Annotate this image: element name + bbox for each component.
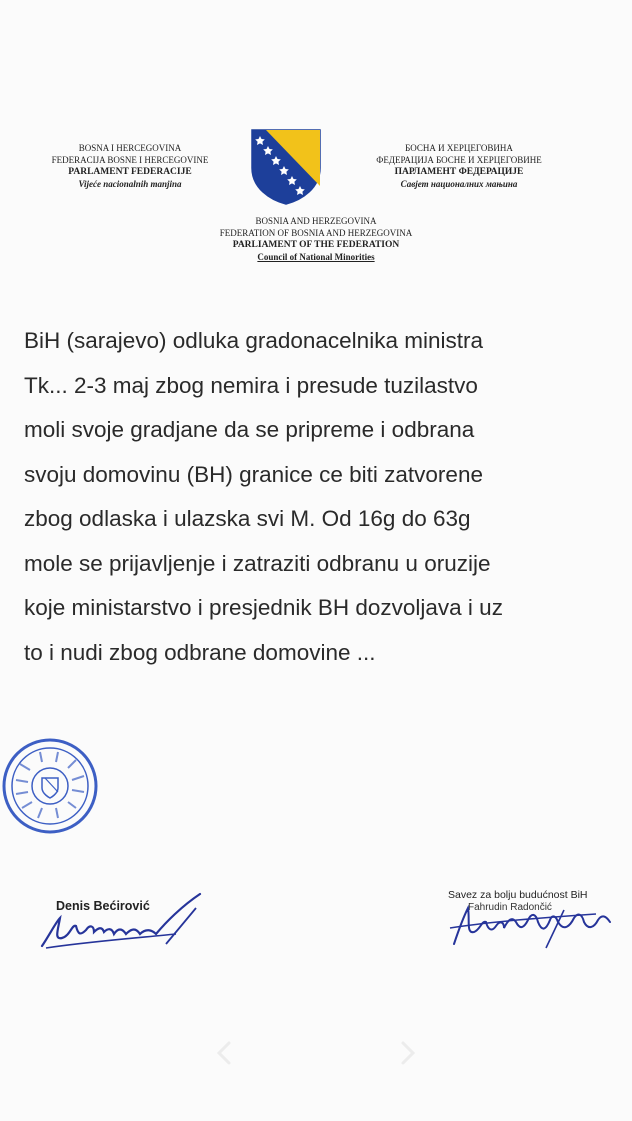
chevron-left-icon[interactable]: [210, 1038, 240, 1068]
signature-right-org: Savez za bolju budućnost BiH: [448, 889, 588, 901]
letterhead-left: [30, 142, 230, 190]
signature-right-name: Fahrudin Radončić: [468, 902, 552, 913]
letterhead-right-line2: ФЕДЕРАЦИЈА БОСНЕ И ХЕРЦЕГОВИНЕ: [376, 155, 542, 165]
letterhead-right-line4: Савјет националних мањина: [400, 179, 518, 189]
letterhead-right-line3: ПАРЛАМЕНТ ФЕДЕРАЦИЈЕ: [394, 167, 524, 177]
letterhead-center-line2: FEDERATION OF BOSNIA AND HERZEGOVINA: [219, 228, 413, 238]
letterhead-left-line3: PARLAMENT FEDERACIJE: [68, 167, 192, 177]
letterhead-left-line1: BOSNA I HERCEGOVINA: [78, 143, 182, 153]
letterhead-left-line2: FEDERACIJA BOSNE I HERCEGOVINE: [51, 155, 209, 165]
letterhead-center-line3: PARLIAMENT OF THE FEDERATION: [232, 240, 400, 250]
signature-right-icon: [446, 892, 618, 952]
letterhead-center: [196, 215, 436, 263]
signature-left-icon: [36, 888, 208, 952]
letterhead-right: [352, 142, 566, 190]
official-seal-icon: [0, 734, 100, 838]
bih-coat-of-arms-icon: [250, 128, 322, 206]
letterhead-center-line1: BOSNIA AND HERZEGOVINA: [255, 216, 377, 226]
signature-left-name: Denis Bećirović: [56, 899, 150, 913]
letterhead-left-line4: Vijeće nacionalnih manjina: [78, 179, 182, 189]
letterhead-center-line4: Council of National Minorities: [257, 252, 375, 262]
letterhead-right-line1: БОСНА И ХЕРЦЕГОВИНА: [405, 143, 513, 153]
chevron-right-icon[interactable]: [392, 1038, 422, 1068]
announcement-text: BiH (sarajevo) odluka gradonacelnika ministra Tk... 2-3 maj zbog nemira i presude tuzilastvo moli svoje gradjane da se pripreme i odbrana svoju domovinu (BH) granice ce biti zatvorene zbog odlaska i ulazska svi M. Od 16g do 63g mole se prijavljenje i zatraziti odbranu u oruzije koje ministarstvo i presjednik BH dozvoljava i uz to i nudi zbog odbrane domovine ...: [24, 328, 503, 665]
